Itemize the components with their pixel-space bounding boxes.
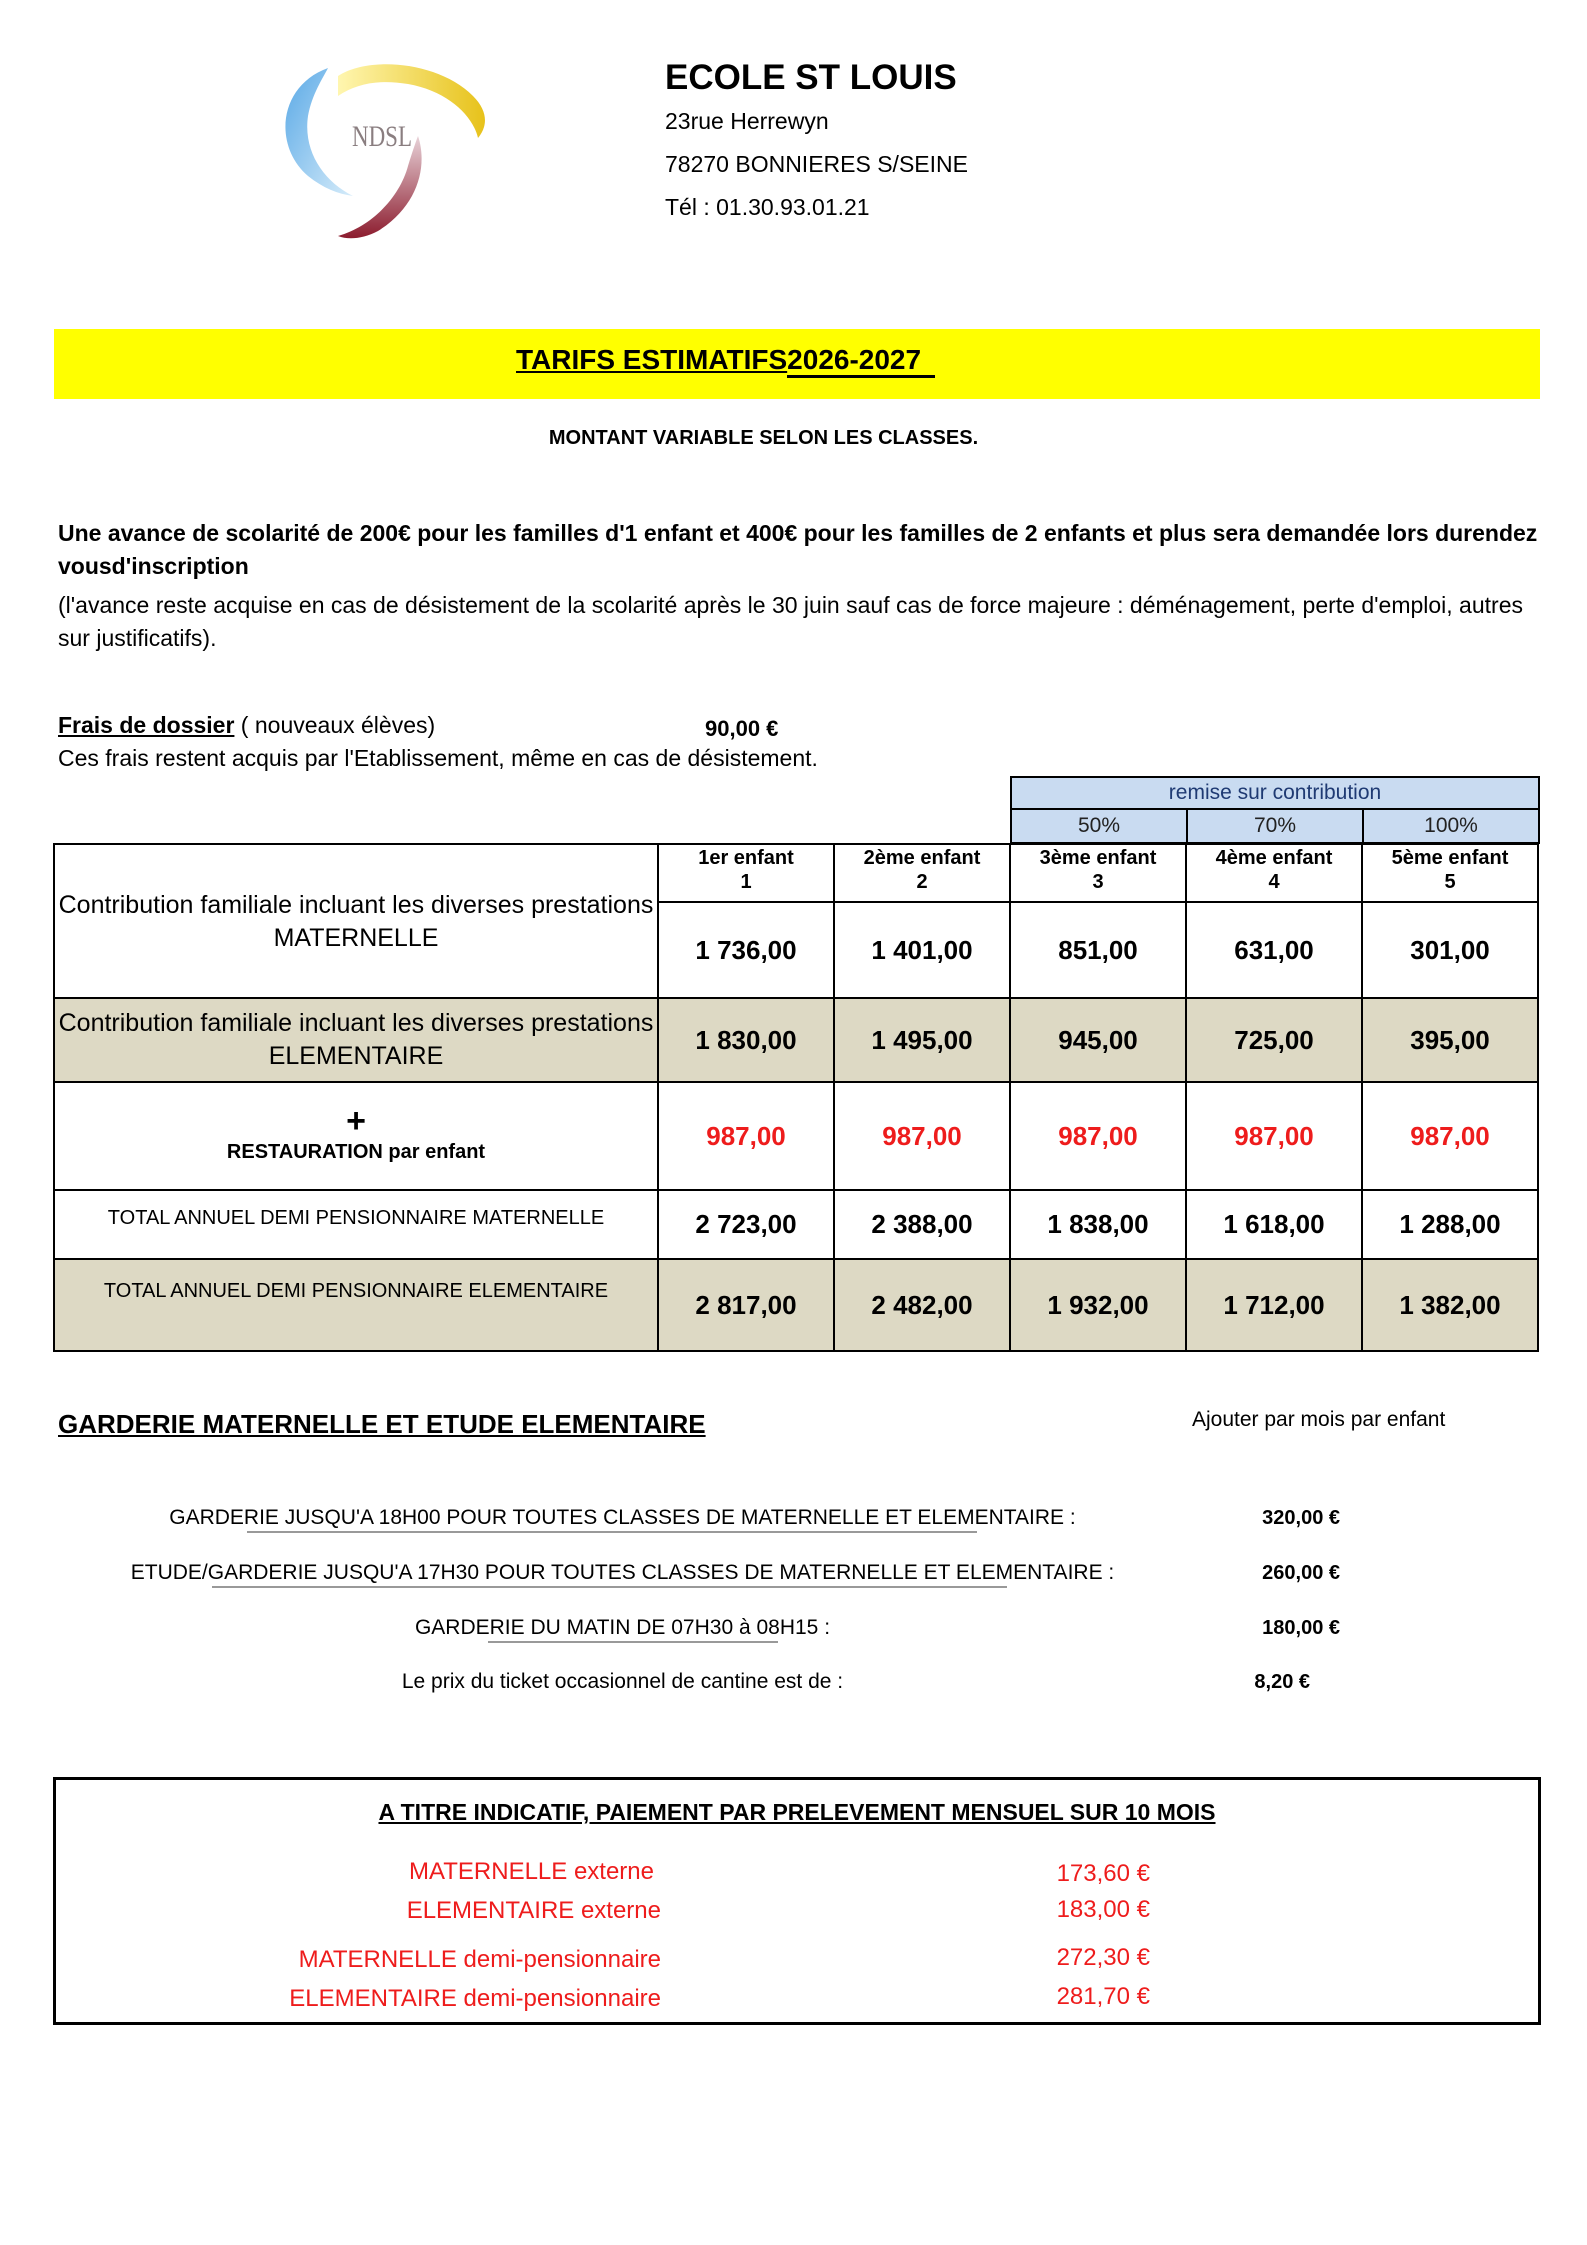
avance-note: (l'avance reste acquise en cas de désistement de la scolarité après le 30 juin sauf cas de force majeure : déménagement, perte d'emploi, autres sur justificatifs). [58,592,1523,651]
table-label-cell [54,844,658,998]
header-enfant-1: 1er enfant 1 [658,844,834,902]
header-enfant-4: 4ème enfant 4 [1186,844,1362,902]
header-enfant-3: 3ème enfant 3 [1010,844,1186,902]
row-label-total-maternelle: TOTAL ANNUEL DEMI PENSIONNAIRE MATERNELLE [54,1190,658,1259]
matin-underline [488,1641,778,1643]
row-label-restauration [54,1082,658,1190]
table-header-row [54,844,1538,902]
subtitle: MONTANT VARIABLE SELON LES CLASSES. [548,427,979,449]
value-cell: 851,00 [1010,902,1186,998]
school-name: ECOLE ST LOUIS [665,58,957,97]
page-title [516,344,935,378]
garderie-title: GARDERIE MATERNELLE ET ETUDE ELEMENTAIRE [58,1409,706,1439]
value-cell: 395,00 [1362,998,1538,1082]
paiement-label-elementaire-externe: ELEMENTAIRE externe [406,1897,661,1924]
title-year: 2026-2027 [787,344,935,378]
tarifs-table [53,843,1539,1352]
value-cell: 1 830,00 [658,998,834,1082]
paiement-value-maternelle-externe: 173,60 € [1056,1860,1150,1887]
value-cell: 987,00 [1010,1082,1186,1190]
school-logo [268,56,500,242]
value-cell: 2 388,00 [834,1190,1010,1259]
paiement-label-maternelle-externe: MATERNELLE externe [409,1858,654,1885]
value-cell: 1 712,00 [1186,1259,1362,1351]
plus-sign: + [346,1102,366,1140]
value-cell: 987,00 [1362,1082,1538,1190]
etude-item-label: ETUDE/GARDERIE JUSQU'A 17H30 POUR TOUTES CLASSES DE MATERNELLE ET ELEMENTAIRE : [130,1561,1115,1584]
value-cell: 2 723,00 [658,1190,834,1259]
table-row-restauration [54,1082,1538,1190]
matin-item-value: 180,00 € [1262,1617,1340,1639]
value-cell: 631,00 [1186,902,1362,998]
value-cell: 1 382,00 [1362,1259,1538,1351]
header-enfant-2: 2ème enfant 2 [834,844,1010,902]
table-row-total-elementaire [54,1259,1538,1351]
paiement-label-elementaire-dp: ELEMENTAIRE demi-pensionnaire [289,1985,661,2012]
paiement-title: A TITRE INDICATIF, PAIEMENT PAR PRELEVEMENT MENSUEL SUR 10 MOIS [378,1799,1216,1825]
paiement-value-maternelle-dp: 272,30 € [1056,1944,1150,1971]
value-cell: 301,00 [1362,902,1538,998]
value-cell: 725,00 [1186,998,1362,1082]
row-label-maternelle: Contribution familiale incluant les diverses prestations MATERNELLE [58,890,654,952]
value-cell: 987,00 [658,1082,834,1190]
value-cell: 2 482,00 [834,1259,1010,1351]
header-enfant-5: 5ème enfant 5 [1362,844,1538,902]
garderie-item-value: 320,00 € [1262,1507,1340,1529]
value-cell: 1 838,00 [1010,1190,1186,1259]
value-cell: 1 495,00 [834,998,1010,1082]
value-cell: 1 618,00 [1186,1190,1362,1259]
school-city: 78270 BONNIERES S/SEINE [665,151,968,177]
frais-label [58,712,435,739]
garderie-underline [247,1531,977,1533]
garderie-item-label: GARDERIE JUSQU'A 18H00 POUR TOUTES CLASSES DE MATERNELLE ET ELEMENTAIRE : [169,1506,1076,1529]
row-label-total-elementaire: TOTAL ANNUEL DEMI PENSIONNAIRE ELEMENTAIRE [54,1259,658,1351]
matin-item-label: GARDERIE DU MATIN DE 07H30 à 08H15 : [414,1616,831,1639]
etude-item-value: 260,00 € [1262,1562,1340,1584]
garderie-note: Ajouter par mois par enfant [1192,1408,1446,1431]
paiement-value-elementaire-externe: 183,00 € [1056,1896,1150,1923]
title-band [54,329,1540,399]
school-phone: Tél : 01.30.93.01.21 [665,194,870,220]
value-cell: 945,00 [1010,998,1186,1082]
remise-pct-100: 100% [1362,808,1540,844]
etude-underline [212,1586,1007,1588]
remise-title: remise sur contribution [1010,776,1540,810]
remise-pct-70: 70% [1186,808,1364,844]
row-label-elementaire: Contribution familiale incluant les diverses prestations ELEMENTAIRE [54,998,658,1082]
value-cell: 1 736,00 [658,902,834,998]
avance-text: Une avance de scolarité de 200€ pour les familles d'1 enfant et 400€ pour les familles de 2 enfants et plus sera demandée lors durendez vousd'inscription [58,520,1538,579]
logo-text: NDSL [352,120,412,153]
value-cell: 2 817,00 [658,1259,834,1351]
frais-title: Frais de dossier [58,712,235,738]
remise-pct-50: 50% [1010,808,1188,844]
paiement-label-maternelle-dp: MATERNELLE demi-pensionnaire [298,1946,661,1973]
value-cell: 1 401,00 [834,902,1010,998]
value-cell: 987,00 [834,1082,1010,1190]
table-row-elementaire [54,998,1538,1082]
table-row-total-maternelle [54,1190,1538,1259]
frais-sub: ( nouveaux élèves) [234,712,436,738]
value-cell: 1 288,00 [1362,1190,1538,1259]
value-cell: 987,00 [1186,1082,1362,1190]
frais-value: 90,00 € [705,716,779,741]
ticket-item-value: 8,20 € [1254,1671,1310,1693]
restauration-label: RESTAURATION par enfant [226,1141,486,1163]
title-part1: TARIFS ESTIMATIFS [516,344,788,375]
ticket-item-label: Le prix du ticket occasionnel de cantine est de : [401,1670,844,1693]
paiement-value-elementaire-dp: 281,70 € [1056,1983,1150,2010]
frais-note: Ces frais restent acquis par l'Etablissement, même en cas de désistement. [58,745,818,771]
value-cell: 1 932,00 [1010,1259,1186,1351]
school-address: 23rue Herrewyn [665,108,829,134]
